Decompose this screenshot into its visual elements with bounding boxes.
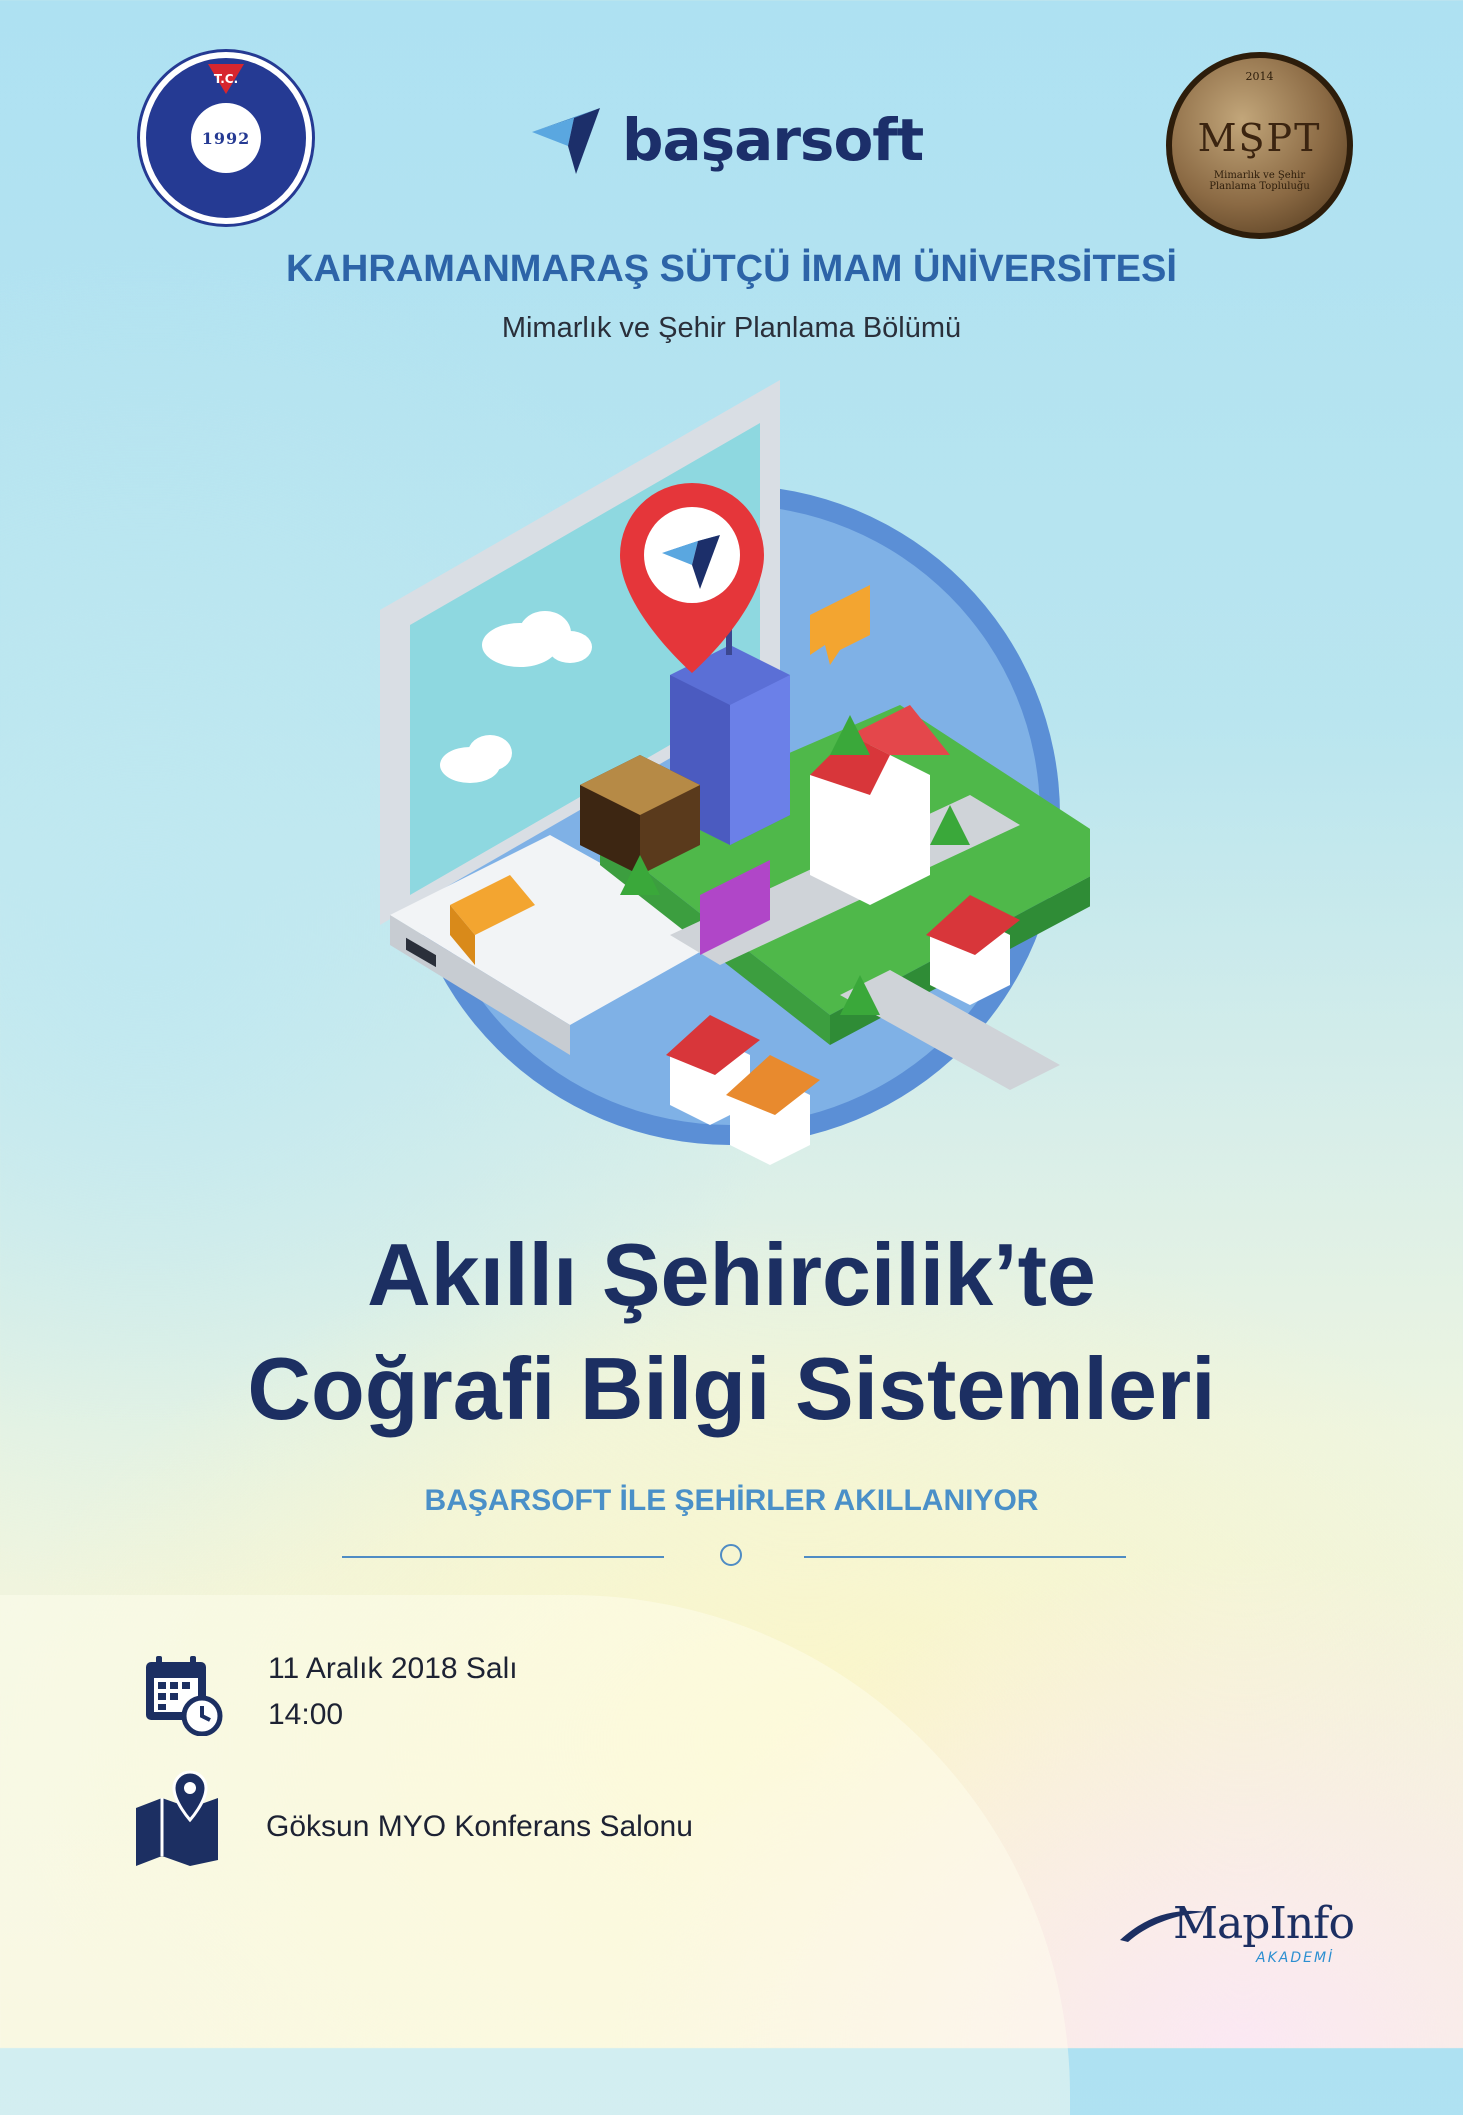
divider-right bbox=[804, 1556, 1126, 1558]
club-logo-subtext: Mimarlık ve Şehir Planlama Topluluğu bbox=[1209, 170, 1310, 192]
department-name: Mimarlık ve Şehir Planlama Bölümü bbox=[501, 312, 962, 344]
map-pin-icon bbox=[134, 1770, 220, 1866]
brand-name: başarsoft bbox=[622, 106, 924, 174]
seal-crescent bbox=[206, 62, 246, 96]
event-title-line-1: Akıllı Şehircilik’te bbox=[367, 1225, 1096, 1324]
divider-left bbox=[342, 1556, 664, 1558]
seal-tc-text: T.C. bbox=[213, 72, 239, 86]
smart-city-illustration bbox=[370, 375, 1090, 1175]
event-location: Göksun MYO Konferans Salonu bbox=[266, 1810, 693, 1843]
event-subtitle: BAŞARSOFT İLE ŞEHİRLER AKILLANIYOR bbox=[424, 1484, 1039, 1517]
seal-year: 1992 bbox=[201, 128, 251, 148]
mapinfo-name: MapInfo bbox=[1173, 1898, 1354, 1949]
basarsoft-mark-icon bbox=[528, 102, 604, 178]
mapinfo-subtitle: AKADEMİ bbox=[1256, 1950, 1335, 1966]
university-name: KAHRAMANMARAŞ SÜTÇÜ İMAM ÜNİVERSİTESİ bbox=[286, 248, 1177, 290]
club-logo bbox=[1166, 52, 1353, 239]
seal-center bbox=[191, 103, 261, 173]
club-logo-year: 2014 bbox=[1245, 70, 1274, 83]
club-logo-letters: MŞPT bbox=[1197, 116, 1322, 160]
event-time: 14:00 bbox=[268, 1698, 344, 1731]
university-seal-logo bbox=[140, 52, 312, 224]
calendar-clock-icon bbox=[140, 1652, 224, 1736]
event-date: 11 Aralık 2018 Salı bbox=[268, 1652, 518, 1685]
event-title bbox=[0, 1218, 1463, 1446]
mapinfo-akademi-logo bbox=[1118, 1898, 1368, 1978]
basarsoft-logo bbox=[528, 100, 923, 180]
event-title-line-2: Coğrafi Bilgi Sistemleri bbox=[247, 1339, 1216, 1438]
divider-ring bbox=[720, 1544, 742, 1566]
